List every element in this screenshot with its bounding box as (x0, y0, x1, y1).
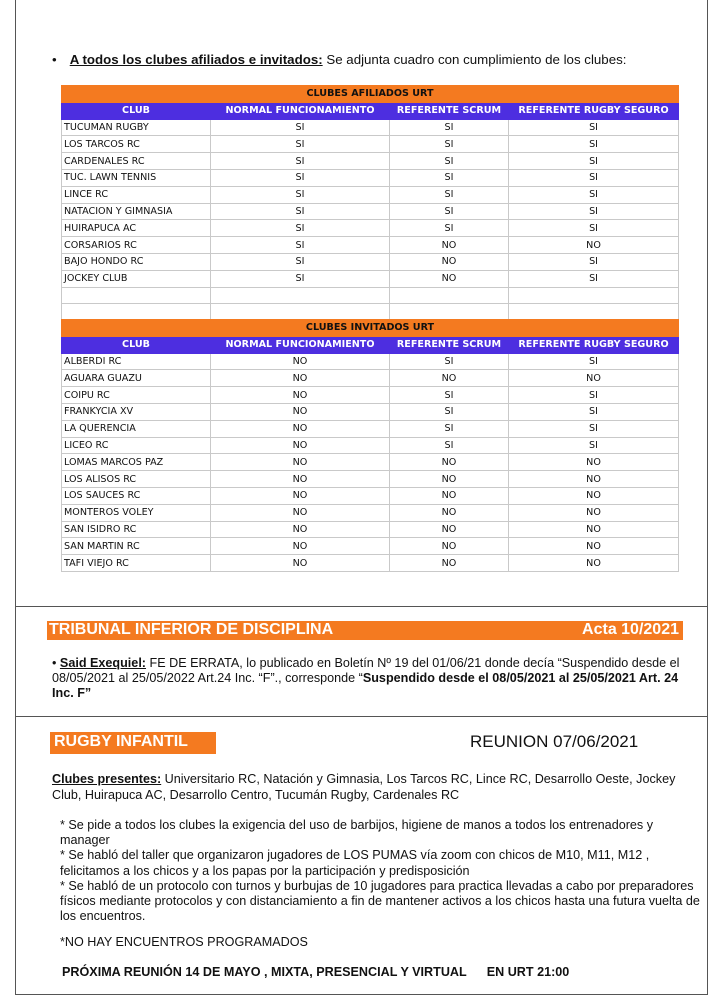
status-cell: SI (509, 270, 679, 287)
status-cell: SI (509, 169, 679, 186)
club-name-cell: MONTEROS VOLEY (62, 504, 211, 521)
club-name-cell: AGUARA GUAZU (62, 370, 211, 387)
sanctioned-player: Said Exequiel: (59, 656, 147, 670)
table-row (62, 521, 679, 538)
table-row (62, 186, 679, 203)
tribunal-acta: Acta 10/2021 (582, 621, 679, 638)
status-cell: SI (509, 253, 679, 270)
status-cell: NO (211, 420, 390, 437)
status-cell: NO (211, 387, 390, 404)
status-cell: SI (390, 119, 509, 136)
table-row (62, 253, 679, 270)
empty-cell (390, 287, 509, 304)
invitados-table (61, 319, 679, 572)
status-cell: NO (509, 521, 679, 538)
status-cell: NO (390, 555, 509, 572)
status-cell: NO (390, 237, 509, 254)
table-row (62, 420, 679, 437)
table-row (62, 353, 679, 370)
table-row (62, 370, 679, 387)
empty-cell (211, 287, 390, 304)
status-cell: NO (390, 538, 509, 555)
column-header: CLUB (62, 336, 211, 353)
bullet-icon: • (52, 52, 57, 67)
table-row (62, 403, 679, 420)
status-cell: NO (509, 504, 679, 521)
status-cell: SI (211, 153, 390, 170)
status-cell: SI (509, 420, 679, 437)
section-divider (15, 716, 708, 717)
status-cell: NO (211, 454, 390, 471)
status-cell: NO (390, 253, 509, 270)
note-item: * Se pide a todos los clubes la exigencia del uso de barbijos, higiene de manos a todos los entrenadores y manager (60, 818, 653, 848)
status-cell: NO (509, 237, 679, 254)
status-cell: SI (390, 153, 509, 170)
intro-paragraph (52, 52, 626, 67)
status-cell: SI (211, 253, 390, 270)
status-cell: SI (509, 437, 679, 454)
column-header: NORMAL FUNCIONAMIENTO (211, 102, 390, 119)
table-header-row (62, 102, 679, 119)
club-name-cell: BAJO HONDO RC (62, 253, 211, 270)
status-cell: NO (390, 270, 509, 287)
club-name-cell: LOS TARCOS RC (62, 136, 211, 153)
tribunal-correction: Suspendido desde el 08/05/2021 al 25/05/2021 Art. 24 Inc. F” (52, 671, 679, 700)
column-header: REFERENTE SCRUM (390, 102, 509, 119)
infantil-title: RUGBY INFANTIL (50, 732, 216, 754)
status-cell: NO (211, 504, 390, 521)
empty-row (62, 287, 679, 304)
status-cell: NO (211, 403, 390, 420)
column-header: REFERENTE SCRUM (390, 336, 509, 353)
status-cell: SI (390, 437, 509, 454)
status-cell: NO (390, 521, 509, 538)
note-item: * Se habló de un protocolo con turnos y burbujas de 10 jugadores para practica llevadas a cabo por preparadores físicos mediante protocolos y con distanciamiento a fin de mantener activos a los chicos hasta una futura vuelta de los encuentros. (60, 878, 700, 924)
column-header: CLUB (62, 102, 211, 119)
reunion-date: REUNION 07/06/2021 (470, 732, 639, 751)
status-cell: SI (509, 186, 679, 203)
table-row (62, 555, 679, 572)
club-name-cell: CARDENALES RC (62, 153, 211, 170)
next-meeting-place: EN URT 21:00 (486, 965, 570, 979)
status-cell: NO (211, 437, 390, 454)
status-cell: NO (211, 521, 390, 538)
status-cell: SI (509, 119, 679, 136)
column-header: REFERENTE RUGBY SEGURO (509, 336, 679, 353)
table-row (62, 119, 679, 136)
club-name-cell: TUC. LAWN TENNIS (62, 169, 211, 186)
club-name-cell: LOS SAUCES RC (62, 487, 211, 504)
status-cell: NO (509, 538, 679, 555)
tribunal-header (47, 621, 683, 640)
table-row (62, 203, 679, 220)
status-cell: SI (390, 169, 509, 186)
table-title-row (62, 320, 679, 337)
status-cell: NO (211, 370, 390, 387)
status-cell: SI (509, 136, 679, 153)
meeting-notes (60, 818, 700, 924)
table-row (62, 504, 679, 521)
next-meeting-text: PRÓXIMA REUNIÓN 14 DE MAYO , MIXTA, PRESENCIAL Y VIRTUAL (62, 965, 467, 979)
table-row (62, 220, 679, 237)
club-name-cell: LINCE RC (62, 186, 211, 203)
empty-cell (62, 287, 211, 304)
empty-cell (509, 287, 679, 304)
tribunal-entry (52, 656, 692, 701)
club-name-cell: LA QUERENCIA (62, 420, 211, 437)
club-name-cell: CORSARIOS RC (62, 237, 211, 254)
no-matches-notice: *NO HAY ENCUENTROS PROGRAMADOS (60, 935, 308, 949)
tribunal-title: TRIBUNAL INFERIOR DE DISCIPLINA (49, 621, 334, 638)
status-cell: SI (390, 220, 509, 237)
status-cell: SI (211, 203, 390, 220)
status-cell: NO (390, 370, 509, 387)
table-title: CLUBES AFILIADOS URT (62, 86, 679, 103)
section-divider (15, 606, 708, 607)
intro-lead: A todos los clubes afiliados e invitados: (69, 52, 323, 67)
table-title: CLUBES INVITADOS URT (62, 320, 679, 337)
status-cell: SI (211, 220, 390, 237)
status-cell: SI (509, 403, 679, 420)
bullet-icon: • (52, 656, 60, 670)
status-cell: SI (390, 387, 509, 404)
status-cell: SI (211, 169, 390, 186)
table-header-row (62, 336, 679, 353)
table-title-row (62, 86, 679, 103)
table-row (62, 136, 679, 153)
status-cell: NO (509, 454, 679, 471)
club-name-cell: SAN ISIDRO RC (62, 521, 211, 538)
table-row (62, 437, 679, 454)
status-cell: SI (390, 203, 509, 220)
table-row (62, 169, 679, 186)
status-cell: NO (390, 454, 509, 471)
status-cell: SI (390, 186, 509, 203)
table-row (62, 387, 679, 404)
club-name-cell: LICEO RC (62, 437, 211, 454)
status-cell: NO (211, 471, 390, 488)
status-cell: NO (211, 538, 390, 555)
club-name-cell: COIPU RC (62, 387, 211, 404)
status-cell: NO (509, 487, 679, 504)
status-cell: SI (211, 270, 390, 287)
club-name-cell: FRANKYCIA XV (62, 403, 211, 420)
column-header: NORMAL FUNCIONAMIENTO (211, 336, 390, 353)
status-cell: SI (390, 420, 509, 437)
club-name-cell: HUIRAPUCA AC (62, 220, 211, 237)
status-cell: NO (509, 471, 679, 488)
club-name-cell: ALBERDI RC (62, 353, 211, 370)
table-row (62, 270, 679, 287)
table-row (62, 153, 679, 170)
club-name-cell: NATACION Y GIMNASIA (62, 203, 211, 220)
intro-text: Se adjunta cuadro con cumplimiento de los clubes: (322, 52, 627, 67)
status-cell: NO (211, 555, 390, 572)
afiliados-table (61, 85, 679, 321)
status-cell: SI (390, 353, 509, 370)
column-header: REFERENTE RUGBY SEGURO (509, 102, 679, 119)
tribunal-text: FE DE ERRATA, lo publicado en Boletín Nº 19 del 01/06/21 donde decía “Suspendido desde el 08/05/2021 al 25/05/2022 Art.24 Inc. “F”., corresponde “ (52, 656, 680, 685)
club-name-cell: LOS ALISOS RC (62, 471, 211, 488)
clubs-present (52, 772, 702, 803)
status-cell: NO (390, 504, 509, 521)
club-name-cell: TUCUMAN RUGBY (62, 119, 211, 136)
status-cell: SI (509, 203, 679, 220)
club-name-cell: TAFI VIEJO RC (62, 555, 211, 572)
status-cell: SI (509, 353, 679, 370)
table-row (62, 454, 679, 471)
status-cell: SI (509, 220, 679, 237)
table-row (62, 538, 679, 555)
note-item: * Se habló del taller que organizaron jugadores de LOS PUMAS vía zoom con chicos de M10, M11, M12 , felicitamos a los chicos y a los papas por la participación y predisposición (60, 848, 650, 878)
status-cell: SI (211, 186, 390, 203)
status-cell: NO (390, 487, 509, 504)
clubs-text: Universitario RC, Natación y Gimnasia, Los Tarcos RC, Lince RC, Desarrollo Oeste, Jockey Club, Huirapuca AC, Desarrollo Centro, Tucumán Rugby, Cardenales RC (52, 772, 676, 802)
status-cell: SI (211, 119, 390, 136)
status-cell: NO (509, 370, 679, 387)
status-cell: SI (390, 403, 509, 420)
club-name-cell: JOCKEY CLUB (62, 270, 211, 287)
clubs-lead: Clubes presentes: (52, 772, 162, 786)
club-name-cell: SAN MARTIN RC (62, 538, 211, 555)
next-meeting (62, 965, 569, 979)
status-cell: SI (509, 153, 679, 170)
club-name-cell: LOMAS MARCOS PAZ (62, 454, 211, 471)
status-cell: SI (509, 387, 679, 404)
status-cell: NO (390, 471, 509, 488)
status-cell: SI (211, 136, 390, 153)
table-row (62, 471, 679, 488)
table-row (62, 237, 679, 254)
status-cell: NO (211, 487, 390, 504)
status-cell: NO (211, 353, 390, 370)
status-cell: SI (211, 237, 390, 254)
status-cell: NO (509, 555, 679, 572)
status-cell: SI (390, 136, 509, 153)
table-row (62, 487, 679, 504)
